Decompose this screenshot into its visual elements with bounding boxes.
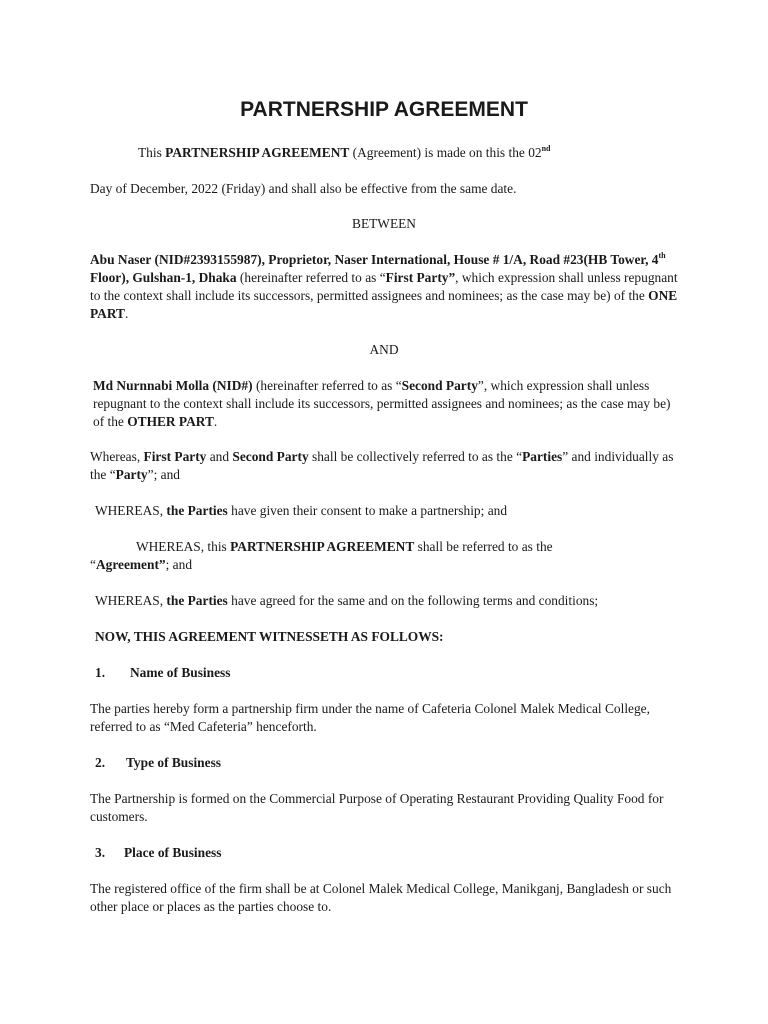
whereas-collective-paragraph: Whereas, First Party and Second Party shall be collectively referred to as the “Parties” and individually as the “Party”; and xyxy=(90,449,674,482)
intro-line-1: This PARTNERSHIP AGREEMENT (Agreement) is made on this the 02nd xyxy=(138,144,551,160)
section-2-body: The Partnership is formed on the Commercial Purpose of Operating Restaurant Providing Quality Food for customers. xyxy=(90,791,664,824)
second-party-paragraph: Md Nurnnabi Molla (NID#) (hereinafter referred to as “Second Party”, which expression shall unless repugnant to the context shall include its successors, permitted assignees and nominees; as the case may be) of the OTHER PART. xyxy=(93,378,671,429)
section-1-heading: 1. Name of Business xyxy=(95,665,231,680)
intro-line-2: Day of December, 2022 (Friday) and shall also be effective from the same date. xyxy=(90,181,517,196)
first-party-paragraph: Abu Naser (NID#2393155987), Proprietor, Naser International, House # 1/A, Road #23(HB Tower, 4th Floor), Gulshan-1, Dhaka (hereinafter referred to as “First Party”, which expression shall unless repugnant to the context shall include its successors, permitted assignees and nominees; as the case may be) of the ONE PART. xyxy=(90,251,678,321)
section-1-body: The parties hereby form a partnership firm under the name of Cafeteria Colonel Malek Medical College, referred to as “Med Cafeteria” henceforth. xyxy=(90,701,650,734)
document-title: PARTNERSHIP AGREEMENT xyxy=(240,98,528,121)
witnesseth-heading: NOW, THIS AGREEMENT WITNESSETH AS FOLLOWS: xyxy=(95,629,444,644)
section-3-body: The registered office of the firm shall be at Colonel Malek Medical College, Manikganj, Bangladesh or such other place or places as the parties choose to. xyxy=(90,881,672,914)
between-label: BETWEEN xyxy=(352,216,416,231)
section-2-heading: 2. Type of Business xyxy=(95,755,221,770)
section-3-heading: 3. Place of Business xyxy=(95,845,222,860)
whereas-terms-paragraph: WHEREAS, the Parties have agreed for the same and on the following terms and conditions; xyxy=(95,593,599,608)
whereas-consent-paragraph: WHEREAS, the Parties have given their consent to make a partnership; and xyxy=(95,503,508,518)
whereas-agreement-paragraph: WHEREAS, this PARTNERSHIP AGREEMENT shall be referred to as the “Agreement”; and xyxy=(90,539,553,572)
and-label: AND xyxy=(369,342,399,357)
